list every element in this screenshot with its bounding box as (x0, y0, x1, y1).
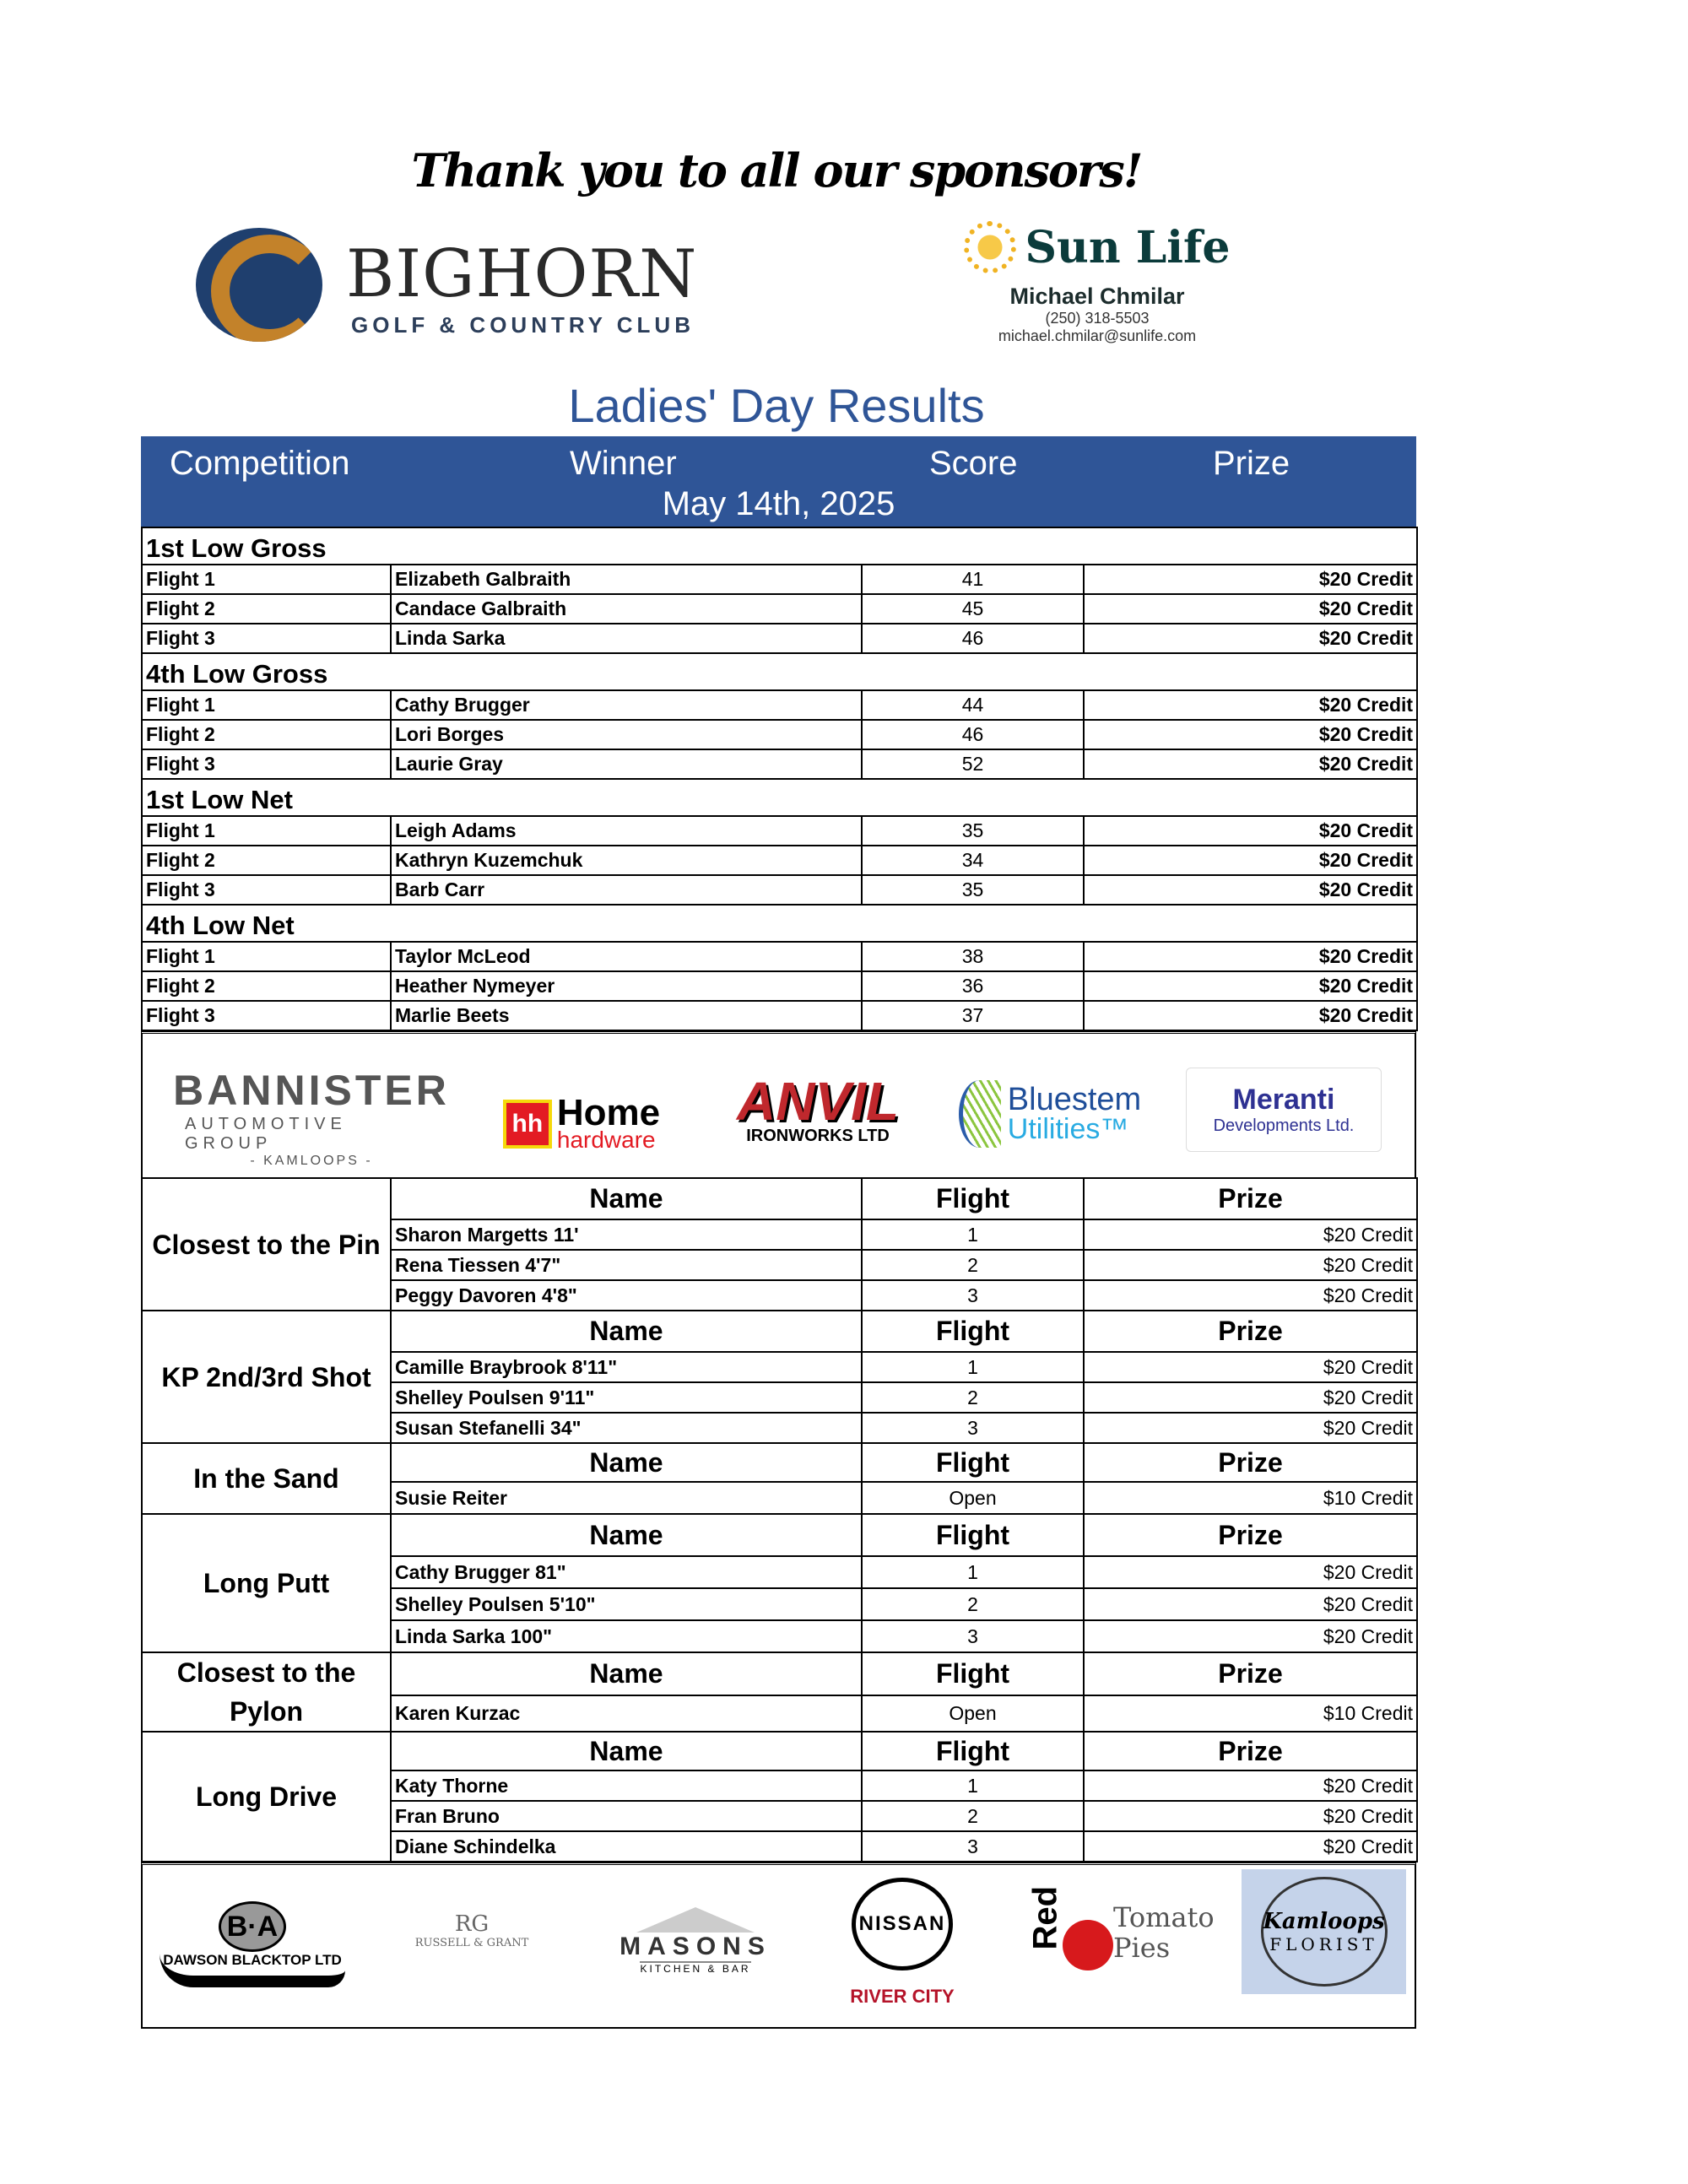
flight-cell: 3 (862, 1413, 1084, 1443)
prize-cell: $20 Credit (1084, 1620, 1417, 1652)
ram-icon (196, 228, 322, 342)
table-row (142, 875, 1417, 905)
table-row (142, 1001, 1417, 1030)
sponsor-logos-bottom (141, 1862, 1416, 2029)
flight-cell: 2 (862, 1801, 1084, 1831)
flight-cell: Flight 2 (142, 720, 391, 749)
meranti-logo: Meranti Developments Ltd. (1186, 1068, 1382, 1152)
winner-cell: Laurie Gray (391, 749, 862, 779)
winner-cell: Marlie Beets (391, 1001, 862, 1030)
bighorn-logo (196, 228, 702, 346)
winner-cell: Katy Thorne (391, 1770, 862, 1801)
prize-cell: $20 Credit (1084, 1770, 1417, 1801)
prize-cell: $20 Credit (1084, 594, 1417, 624)
section-row (142, 527, 1417, 565)
winner-cell: Cathy Brugger (391, 690, 862, 720)
winner-cell: Shelley Poulsen 9'11" (391, 1382, 862, 1413)
flight-header: Flight (862, 1514, 1084, 1556)
winner-cell: Rena Tiessen 4'7" (391, 1250, 862, 1280)
winner-cell: Taylor McLeod (391, 942, 862, 971)
prize-cell: $20 Credit (1084, 720, 1417, 749)
prize-header: Prize (1084, 1311, 1417, 1352)
flight-cell: Flight 3 (142, 1001, 391, 1030)
results-table (141, 527, 1418, 1031)
masons-logo: MASONS KITCHEN & BAR (603, 1907, 788, 1975)
flight-header: Flight (862, 1443, 1084, 1482)
flight-cell: 3 (862, 1831, 1084, 1862)
name-header: Name (391, 1443, 862, 1482)
prize-cell: $20 Credit (1084, 875, 1417, 905)
winner-cell: Candace Galbraith (391, 594, 862, 624)
prize-cell: $20 Credit (1084, 1219, 1417, 1250)
table-row (142, 749, 1417, 779)
flight-cell: Flight 3 (142, 749, 391, 779)
prize-cell: $20 Credit (1084, 1588, 1417, 1620)
competition-name: Long Drive (142, 1732, 391, 1862)
section-row (142, 905, 1417, 942)
winner-cell: Shelley Poulsen 5'10" (391, 1588, 862, 1620)
section-row (142, 653, 1417, 690)
grass-icon (959, 1080, 1001, 1148)
flight-cell: Flight 1 (142, 942, 391, 971)
sponsor-phone: (250) 318-5503 (1045, 310, 1150, 327)
name-header: Name (391, 1652, 862, 1695)
competition-name: Closest to the Pylon (142, 1652, 391, 1732)
dawson-blacktop-logo: B·A DAWSON BLACKTOP LTD (160, 1895, 345, 1987)
winner-cell: Elizabeth Galbraith (391, 565, 862, 594)
table-row (142, 720, 1417, 749)
sunlife-name: Sun Life (1025, 221, 1231, 273)
score-cell: 46 (862, 720, 1084, 749)
sponsor-logos-middle (141, 1031, 1416, 1179)
score-cell: 34 (862, 846, 1084, 875)
competition-name: In the Sand (142, 1443, 391, 1514)
flight-cell: 1 (862, 1352, 1084, 1382)
flight-cell: 1 (862, 1770, 1084, 1801)
competition-name: Long Putt (142, 1514, 391, 1652)
winner-cell: Cathy Brugger 81" (391, 1556, 862, 1588)
header-score: Score (929, 445, 1018, 482)
event-date: May 14th, 2025 (662, 485, 895, 522)
home-hardware-icon: hh (503, 1100, 552, 1149)
bighorn-sub: GOLF & COUNTRY CLUB (351, 312, 695, 338)
section-title: 1st Low Gross (142, 527, 1417, 565)
flight-cell: Open (862, 1482, 1084, 1514)
skill-header-row (142, 1652, 1417, 1695)
flight-cell: Flight 2 (142, 971, 391, 1001)
flight-cell: 1 (862, 1219, 1084, 1250)
score-cell: 45 (862, 594, 1084, 624)
flight-cell: Flight 1 (142, 690, 391, 720)
table-row (142, 690, 1417, 720)
skills-table (141, 1177, 1418, 1862)
prize-cell: $10 Credit (1084, 1482, 1417, 1514)
winner-cell: Susie Reiter (391, 1482, 862, 1514)
score-cell: 52 (862, 749, 1084, 779)
bannister-logo: BANNISTER AUTOMOTIVE GROUP - KAMLOOPS - (173, 1067, 450, 1168)
prize-cell: $20 Credit (1084, 624, 1417, 653)
score-cell: 38 (862, 942, 1084, 971)
skill-header-row (142, 1311, 1417, 1352)
score-cell: 35 (862, 875, 1084, 905)
table-row (142, 624, 1417, 653)
red-tomato-pies-logo: Red Tomato Pies (1020, 1895, 1206, 1970)
prize-cell: $20 Credit (1084, 816, 1417, 846)
winner-cell: Karen Kurzac (391, 1695, 862, 1732)
score-cell: 36 (862, 971, 1084, 1001)
prize-cell: $20 Credit (1084, 1352, 1417, 1382)
prize-cell: $20 Credit (1084, 565, 1417, 594)
prize-cell: $20 Credit (1084, 1280, 1417, 1311)
section-title: 4th Low Net (142, 905, 1417, 942)
winner-cell: Heather Nymeyer (391, 971, 862, 1001)
russell-grant-logo: RG RUSSELL & GRANT (414, 1911, 529, 1949)
prize-cell: $20 Credit (1084, 1556, 1417, 1588)
name-header: Name (391, 1311, 862, 1352)
flight-header: Flight (862, 1178, 1084, 1219)
score-cell: 37 (862, 1001, 1084, 1030)
prize-cell: $20 Credit (1084, 1382, 1417, 1413)
sponsor-email: michael.chmilar@sunlife.com (998, 327, 1197, 344)
prize-header: Prize (1084, 1732, 1417, 1770)
section-row (142, 779, 1417, 816)
skill-header-row (142, 1514, 1417, 1556)
winner-cell: Susan Stefanelli 34" (391, 1413, 862, 1443)
winner-cell: Camille Braybrook 8'11" (391, 1352, 862, 1382)
winner-cell: Diane Schindelka (391, 1831, 862, 1862)
name-header: Name (391, 1178, 862, 1219)
flight-cell: 3 (862, 1620, 1084, 1652)
prize-cell: $10 Credit (1084, 1695, 1417, 1732)
flight-cell: Open (862, 1695, 1084, 1732)
kamloops-florist-logo: Kamloops FLORIST (1242, 1869, 1406, 1994)
sponsor-person: Michael Chmilar (1009, 284, 1185, 309)
table-row (142, 594, 1417, 624)
table-row (142, 816, 1417, 846)
prize-cell: $20 Credit (1084, 1831, 1417, 1862)
skill-header-row (142, 1732, 1417, 1770)
winner-cell: Kathryn Kuzemchuk (391, 846, 862, 875)
flight-cell: 1 (862, 1556, 1084, 1588)
anvil-logo: ANVIL IRONWORKS LTD (737, 1071, 899, 1145)
flight-cell: Flight 3 (142, 624, 391, 653)
table-row (142, 846, 1417, 875)
table-row (142, 565, 1417, 594)
flight-header: Flight (862, 1732, 1084, 1770)
prize-header: Prize (1084, 1652, 1417, 1695)
prize-cell: $20 Credit (1084, 690, 1417, 720)
prize-cell: $20 Credit (1084, 1250, 1417, 1280)
bluestem-logo: Bluestem Utilities™ (944, 1080, 1155, 1148)
header-winner: Winner (570, 445, 677, 482)
prize-header: Prize (1084, 1178, 1417, 1219)
mountain-icon (636, 1907, 755, 1933)
results-sheet (141, 436, 1416, 2029)
name-header: Name (391, 1514, 862, 1556)
prize-cell: $20 Credit (1084, 846, 1417, 875)
page-title: Ladies' Day Results (568, 379, 985, 432)
header-competition: Competition (170, 445, 350, 482)
name-header: Name (391, 1732, 862, 1770)
table-row (142, 942, 1417, 971)
winner-cell: Leigh Adams (391, 816, 862, 846)
winner-cell: Fran Bruno (391, 1801, 862, 1831)
winner-cell: Lori Borges (391, 720, 862, 749)
winner-cell: Barb Carr (391, 875, 862, 905)
winner-cell: Linda Sarka (391, 624, 862, 653)
home-hardware-logo: hh Home hardware (480, 1097, 683, 1151)
sunlife-sponsor (954, 221, 1241, 365)
competition-name: KP 2nd/3rd Shot (142, 1311, 391, 1443)
prize-cell: $20 Credit (1084, 1801, 1417, 1831)
prize-header: Prize (1084, 1514, 1417, 1556)
prize-cell: $20 Credit (1084, 942, 1417, 971)
flight-cell: 2 (862, 1250, 1084, 1280)
flight-cell: Flight 3 (142, 875, 391, 905)
sun-icon (964, 221, 1016, 273)
table-row (142, 971, 1417, 1001)
flight-cell: Flight 2 (142, 846, 391, 875)
section-title: 4th Low Gross (142, 653, 1417, 690)
flight-cell: Flight 2 (142, 594, 391, 624)
winner-cell: Peggy Davoren 4'8" (391, 1280, 862, 1311)
winner-cell: Linda Sarka 100" (391, 1620, 862, 1652)
flight-cell: 3 (862, 1280, 1084, 1311)
flight-header: Flight (862, 1311, 1084, 1352)
prize-header: Prize (1084, 1443, 1417, 1482)
score-cell: 35 (862, 816, 1084, 846)
header-prize: Prize (1213, 445, 1290, 482)
table-header (141, 436, 1416, 527)
flight-header: Flight (862, 1652, 1084, 1695)
bighorn-name: BIGHORN (346, 236, 698, 312)
score-cell: 41 (862, 565, 1084, 594)
winner-cell: Sharon Margetts 11' (391, 1219, 862, 1250)
prize-cell: $20 Credit (1084, 749, 1417, 779)
tomato-icon (1063, 1920, 1113, 1970)
section-title: 1st Low Net (142, 779, 1417, 816)
sponsors-heading: Thank you to all our sponsors! (411, 143, 1142, 197)
prize-cell: $20 Credit (1084, 1001, 1417, 1030)
flight-cell: 2 (862, 1588, 1084, 1620)
flight-cell: Flight 1 (142, 816, 391, 846)
flight-cell: 2 (862, 1382, 1084, 1413)
flight-cell: Flight 1 (142, 565, 391, 594)
prize-cell: $20 Credit (1084, 1413, 1417, 1443)
competition-name: Closest to the Pin (142, 1178, 391, 1311)
nissan-logo: NISSAN RIVER CITY (839, 1878, 966, 2008)
score-cell: 44 (862, 690, 1084, 720)
skill-header-row (142, 1443, 1417, 1482)
score-cell: 46 (862, 624, 1084, 653)
prize-cell: $20 Credit (1084, 971, 1417, 1001)
skill-header-row (142, 1178, 1417, 1219)
